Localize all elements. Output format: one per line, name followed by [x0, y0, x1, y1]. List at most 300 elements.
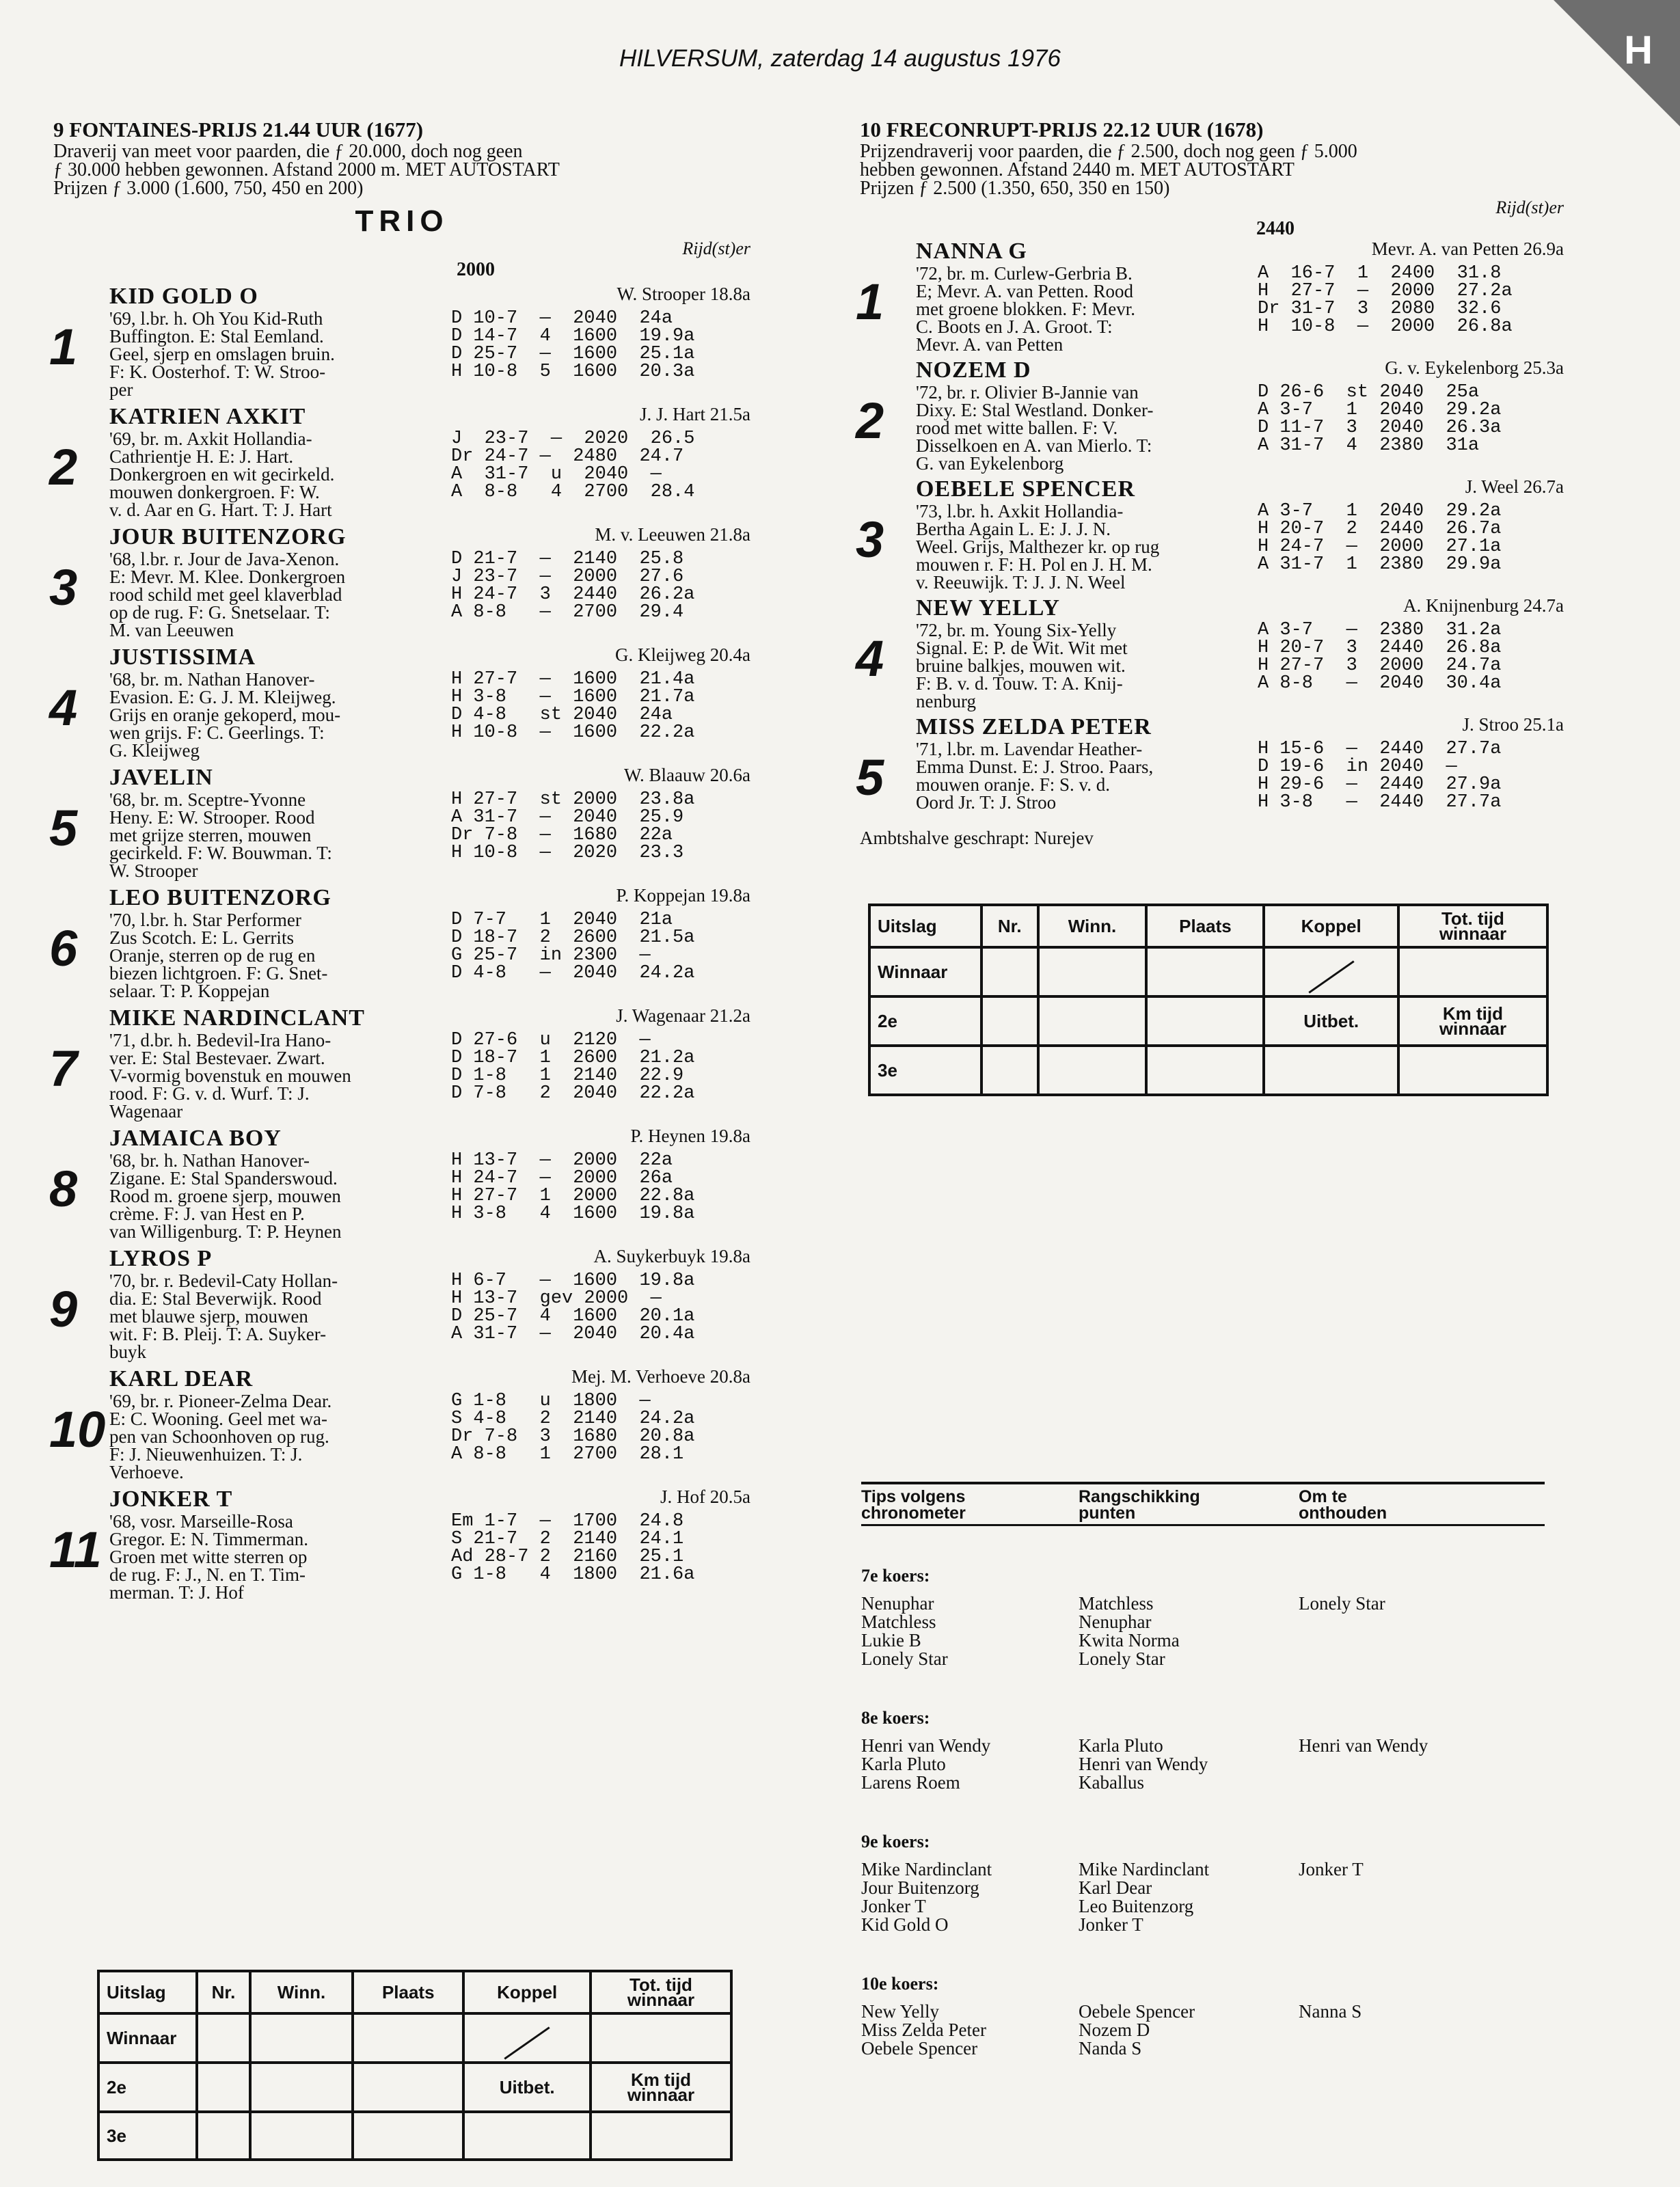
- tip-row: [861, 2021, 1545, 2039]
- tip-onthouden: Lonely Star: [1299, 1593, 1385, 1614]
- form-line: D 27-6 u 2120 —: [451, 1030, 651, 1050]
- horse-name: JAMAICA BOY: [109, 1126, 282, 1151]
- tip-row: [861, 1650, 1545, 1668]
- form-line: J 23-7 — 2020 26.5: [451, 429, 695, 449]
- tip-punten: Jonker T: [1079, 1914, 1143, 1935]
- race-entry: [856, 239, 1564, 355]
- rider-header: Rijd(st)er: [682, 239, 750, 258]
- tip-chronometer: Miss Zelda Peter: [861, 2020, 986, 2040]
- desc-line: '70, l.br. h. Star Performer: [109, 910, 301, 930]
- desc-line: Bertha Again L. E: J. J. N.: [916, 519, 1111, 539]
- tip-chronometer: Henri van Wendy: [861, 1735, 991, 1756]
- form-line: H 13-7 gev 2000 —: [451, 1288, 662, 1309]
- tip-punten: Oebele Spencer: [1079, 2001, 1195, 2022]
- cell-nr[interactable]: [981, 947, 1038, 996]
- race-entry: [856, 714, 1564, 813]
- tip-row: [861, 1613, 1545, 1631]
- cell-winn[interactable]: [250, 2112, 353, 2160]
- recent-form: [451, 310, 694, 398]
- cell-plaats[interactable]: [1146, 1046, 1264, 1095]
- driver-name: J. Hof 20.5a: [660, 1486, 750, 1507]
- desc-line: Oord Jr. T: J. Stroo: [916, 792, 1057, 813]
- section-letter: H: [1624, 28, 1653, 72]
- recent-form: [451, 550, 694, 639]
- desc-line: per: [109, 379, 133, 400]
- entry-body: [109, 1512, 750, 1601]
- entry-list: [856, 239, 1564, 813]
- entry-number: 10: [49, 1401, 106, 1458]
- desc-line: Zigane. E: Stal Spanderswoud.: [109, 1168, 338, 1188]
- entry-body: [109, 791, 750, 880]
- desc-line: '69, l.br. h. Oh You Kid-Ruth: [109, 308, 323, 329]
- tip-chronometer: Karla Pluto: [861, 1754, 946, 1774]
- entry-number: 1: [49, 318, 78, 375]
- form-line: A 8-8 4 2700 28.4: [451, 482, 695, 502]
- horse-name: KATRIEN AXKIT: [109, 404, 306, 429]
- desc-line: F: J. Nieuwenhuizen. T: J.: [109, 1444, 303, 1465]
- form-line: D 7-7 1 2040 21a: [451, 910, 673, 930]
- tot-label: winnaar: [1439, 923, 1507, 944]
- km-label: Km tijd: [1442, 1003, 1503, 1024]
- tot-label: Tot. tijd: [1441, 908, 1504, 929]
- desc-line: mouwen donkergroen. F: W.: [109, 482, 320, 502]
- row-winnaar: Winnaar: [98, 2013, 197, 2063]
- desc-line: mouwen oranje. F: S. v. d.: [916, 774, 1110, 795]
- recent-form: [451, 430, 694, 519]
- trio-label: TRIO: [355, 204, 449, 238]
- race-label: 9e koers:: [861, 1832, 930, 1851]
- tip-chronometer: Mike Nardinclant: [861, 1859, 992, 1879]
- race-entry: [49, 1366, 750, 1482]
- tips-col-punten: [1079, 1489, 1299, 1521]
- recent-form: [1258, 740, 1501, 811]
- horse-name: MISS ZELDA PETER: [916, 714, 1152, 739]
- entry-body: [109, 550, 750, 639]
- desc-line: v. Reeuwijk. T: J. J. N. Weel: [916, 572, 1126, 593]
- horse-description: [109, 1392, 451, 1481]
- tip-punten: Nanda S: [1079, 2038, 1142, 2059]
- form-line: D 25-7 — 1600 25.1a: [451, 344, 695, 364]
- race-entry: [49, 404, 750, 520]
- entry-number: 5: [49, 800, 78, 856]
- form-line: H 29-6 — 2440 27.9a: [1258, 774, 1502, 795]
- col-plaats: Plaats: [353, 1971, 463, 2013]
- tip-onthouden: [1299, 1650, 1545, 1668]
- race-entry: [856, 357, 1564, 474]
- race-entry: [856, 476, 1564, 593]
- race-desc-line: Prijzen ƒ 2.500 (1.350, 650, 350 en 150): [860, 178, 1170, 199]
- tip-onthouden: [1299, 1879, 1545, 1897]
- entry-body: [916, 502, 1564, 591]
- desc-line: M. van Leeuwen: [109, 620, 234, 640]
- entry-head: [109, 524, 750, 550]
- recent-form: [451, 911, 694, 1000]
- form-line: A 16-7 1 2400 31.8: [1258, 263, 1502, 284]
- page-header: HILVERSUM, zaterdag 14 augustus 1976: [619, 45, 1061, 72]
- form-line: H 20-7 2 2440 26.7a: [1258, 519, 1502, 539]
- entry-number: 2: [856, 392, 884, 449]
- tip-block: [861, 1566, 1545, 1668]
- desc-line: Cathrientje H. E: J. Hart.: [109, 446, 294, 467]
- form-line: D 10-7 — 2040 24a: [451, 308, 673, 329]
- form-line: G 25-7 in 2300 —: [451, 945, 651, 966]
- form-line: Em 1-7 — 1700 24.8: [451, 1511, 684, 1532]
- horse-description: [109, 1512, 451, 1601]
- horse-description: [109, 1152, 451, 1240]
- horse-name: JAVELIN: [109, 765, 213, 790]
- desc-line: biezen lichtgroen. F: G. Snet-: [109, 963, 328, 983]
- entry-number: 5: [856, 749, 884, 806]
- entry-number: 3: [856, 511, 884, 568]
- tip-block: [861, 1708, 1545, 1792]
- col-koppel: Koppel: [1264, 905, 1398, 947]
- row-2e: 2e: [869, 996, 981, 1046]
- entry-head: [109, 1366, 750, 1392]
- form-line: H 15-6 — 2440 27.7a: [1258, 739, 1502, 759]
- desc-line: '69, br. r. Pioneer-Zelma Dear.: [109, 1391, 332, 1411]
- entry-head: [109, 284, 750, 310]
- entry-number: 6: [49, 920, 78, 977]
- horse-name: JOUR BUITENZORG: [109, 524, 347, 549]
- tips-head-line: Om te: [1299, 1487, 1347, 1506]
- entry-number: 2: [49, 439, 78, 495]
- horse-description: [916, 264, 1258, 353]
- tip-row: [861, 1897, 1545, 1916]
- km-tijd-label: [1398, 996, 1547, 1046]
- form-line: D 18-7 2 2600 21.5a: [451, 927, 695, 948]
- desc-line: Zus Scotch. E: L. Gerrits: [109, 927, 294, 948]
- race-label: 8e koers:: [861, 1708, 930, 1728]
- race-label: 7e koers:: [861, 1566, 930, 1586]
- divider: [861, 1524, 1545, 1526]
- form-line: H 27-7 1 2000 22.8a: [451, 1186, 695, 1206]
- race-entry: [49, 284, 750, 400]
- col-tot-tijd: [591, 1971, 731, 2013]
- desc-line: V-vormig bovenstuk en mouwen: [109, 1065, 351, 1086]
- desc-line: Disselkoen en A. van Mierlo. T:: [916, 435, 1152, 456]
- form-line: A 31-7 4 2380 31a: [1258, 435, 1480, 456]
- desc-line: '68, vosr. Marseille-Rosa: [109, 1511, 293, 1532]
- driver-name: J. Stroo 25.1a: [1462, 714, 1564, 735]
- cell-nr[interactable]: [197, 2063, 250, 2112]
- desc-line: met groene blokken. F: Mevr.: [916, 299, 1135, 319]
- km-label: winnaar: [627, 2084, 695, 2105]
- desc-line: E; Mevr. A. van Petten. Rood: [916, 281, 1133, 301]
- form-line: Ad 28-7 2 2160 25.1: [451, 1547, 684, 1567]
- desc-line: '68, br. h. Nathan Hanover-: [109, 1150, 310, 1171]
- driver-name: Mej. M. Verhoeve 20.8a: [571, 1366, 750, 1387]
- desc-line: Oranje, sterren op de rug en: [109, 945, 316, 966]
- horse-description: [109, 430, 451, 519]
- tip-chronometer: Matchless: [861, 1612, 936, 1632]
- tip-row: [861, 2002, 1545, 2021]
- tip-chronometer: Kid Gold O: [861, 1914, 949, 1935]
- form-line: H 3-8 4 1600 19.8a: [451, 1204, 695, 1224]
- entry-body: [916, 264, 1564, 353]
- entry-body: [916, 740, 1564, 811]
- desc-line: Grijs en oranje gekoperd, mou-: [109, 705, 341, 725]
- desc-line: '71, d.br. h. Bedevil-Ira Hano-: [109, 1030, 331, 1050]
- tip-onthouden: [1299, 1916, 1545, 1934]
- form-line: H 27-7 st 2000 23.8a: [451, 789, 695, 810]
- driver-name: G. Kleijweg 20.4a: [615, 644, 750, 665]
- recent-form: [451, 1512, 694, 1601]
- form-line: D 18-7 1 2600 21.2a: [451, 1048, 695, 1068]
- driver-name: Mevr. A. van Petten 26.9a: [1371, 239, 1564, 259]
- tip-onthouden: [1299, 1631, 1545, 1650]
- result-table-race-9: [97, 1970, 733, 2161]
- entry-body: [916, 383, 1564, 472]
- tip-row: [861, 1774, 1545, 1792]
- form-line: S 4-8 2 2140 24.2a: [451, 1409, 695, 1429]
- cell-plaats[interactable]: [353, 2112, 463, 2160]
- entry-number: 4: [49, 679, 78, 736]
- desc-line: crème. F: J. van Hest en P.: [109, 1204, 305, 1224]
- tip-chronometer: Jonker T: [861, 1896, 926, 1916]
- entry-body: [109, 1392, 750, 1481]
- row-2e: 2e: [98, 2063, 197, 2112]
- tip-onthouden: [1299, 2039, 1545, 2058]
- tip-punten: Karl Dear: [1079, 1877, 1152, 1898]
- cell-winn[interactable]: [1038, 996, 1147, 1046]
- cell-plaats[interactable]: [1146, 996, 1264, 1046]
- desc-line: '73, l.br. h. Axkit Hollandia-: [916, 501, 1124, 521]
- divider: [861, 1482, 1545, 1484]
- entry-head: [109, 404, 750, 430]
- entry-body: [109, 430, 750, 519]
- desc-line: wit. F: B. Pleij. T: A. Suyker-: [109, 1324, 327, 1344]
- form-line: D 19-6 in 2040 —: [1258, 757, 1457, 777]
- desc-line: Geel, sjerp en omslagen bruin.: [109, 344, 335, 364]
- driver-name: A. Knijnenburg 24.7a: [1403, 595, 1564, 616]
- tip-punten: Kaballus: [1079, 1772, 1144, 1793]
- desc-line: de rug. F: J., N. en T. Tim-: [109, 1564, 306, 1585]
- col-tot-tijd: [1398, 905, 1547, 947]
- tot-label: Tot. tijd: [629, 1974, 692, 1995]
- desc-line: buyk: [109, 1342, 146, 1362]
- desc-line: G. Kleijweg: [109, 740, 200, 761]
- km-tijd-label: [591, 2063, 731, 2112]
- tip-block: [861, 1974, 1545, 2058]
- entry-body: [916, 621, 1564, 710]
- col-koppel: Koppel: [463, 1971, 591, 2013]
- tip-onthouden: [1299, 1897, 1545, 1916]
- tips-head-line: chronometer: [861, 1504, 966, 1523]
- col-winn: Winn.: [250, 1971, 353, 2013]
- cell-plaats[interactable]: [353, 2063, 463, 2112]
- entry-number: 9: [49, 1281, 78, 1337]
- recent-form: [451, 1392, 694, 1481]
- race-desc-line: Prijzen ƒ 3.000 (1.600, 750, 450 en 200): [53, 178, 364, 199]
- desc-line: '68, l.br. r. Jour de Java-Xenon.: [109, 549, 340, 569]
- desc-line: rood. F: G. v. d. Wurf. T: J.: [109, 1083, 310, 1104]
- tip-punten: Kwita Norma: [1079, 1630, 1180, 1651]
- tip-chronometer: Larens Roem: [861, 1772, 960, 1793]
- entry-body: [109, 1272, 750, 1361]
- cell-nr[interactable]: [981, 996, 1038, 1046]
- desc-line: '68, br. m. Sceptre-Yvonne: [109, 789, 306, 810]
- horse-description: [109, 670, 451, 759]
- form-line: S 21-7 2 2140 24.1: [451, 1529, 684, 1549]
- cell-koppel[interactable]: [1264, 1046, 1398, 1095]
- race-description: [860, 142, 1564, 198]
- tip-chronometer: Jour Buitenzorg: [861, 1877, 979, 1898]
- tip-onthouden: [1299, 2021, 1545, 2039]
- form-line: Dr 7-8 — 1680 22a: [451, 825, 673, 845]
- desc-line: v. d. Aar en G. Hart. T: J. Hart: [109, 500, 332, 520]
- race-desc-line: Draverij van meet voor paarden, die ƒ 20.000, doch nog geen: [53, 141, 523, 162]
- form-line: D 21-7 — 2140 25.8: [451, 549, 684, 569]
- desc-line: dia. E: Stal Beverwijk. Rood: [109, 1288, 322, 1309]
- tip-punten: Leo Buitenzorg: [1079, 1896, 1194, 1916]
- race-desc-line: Prijzendraverij voor paarden, die ƒ 2.500, doch nog geen ƒ 5.000: [860, 141, 1357, 162]
- cell-winn[interactable]: [1038, 1046, 1147, 1095]
- cell-nr[interactable]: [197, 2013, 250, 2063]
- entry-list: [49, 284, 750, 1603]
- form-line: H 10-8 5 1600 20.3a: [451, 362, 695, 382]
- tip-punten: Nenuphar: [1079, 1612, 1152, 1632]
- horse-description: [109, 1272, 451, 1361]
- horse-description: [916, 621, 1258, 710]
- form-line: H 10-8 — 2000 26.8a: [1258, 316, 1513, 337]
- desc-line: van Willigenburg. T: P. Heynen: [109, 1221, 342, 1242]
- entry-head: [109, 885, 750, 911]
- tip-row: [861, 1879, 1545, 1897]
- tip-row: [861, 1916, 1545, 1934]
- cell-km-tijd[interactable]: [1398, 1046, 1547, 1095]
- form-line: D 14-7 4 1600 19.9a: [451, 326, 695, 347]
- tips-col-onthouden: [1299, 1489, 1545, 1521]
- entry-head: [109, 1126, 750, 1152]
- tip-punten: Lonely Star: [1079, 1648, 1165, 1669]
- tip-row: [861, 1631, 1545, 1650]
- entry-body: [109, 1031, 750, 1120]
- desc-line: Buffington. E: Stal Eemland.: [109, 326, 324, 347]
- desc-line: Dixy. E: Stal Westland. Donker-: [916, 400, 1154, 420]
- cell-tot-tijd[interactable]: [1398, 947, 1547, 996]
- col-winn: Winn.: [1038, 905, 1147, 947]
- row-3e: 3e: [869, 1046, 981, 1095]
- form-line: H 27-7 3 2000 24.7a: [1258, 655, 1502, 676]
- driver-name: G. v. Eykelenborg 25.3a: [1385, 357, 1564, 378]
- cell-km-tijd[interactable]: [591, 2112, 731, 2160]
- entry-head: [916, 714, 1564, 740]
- desc-line: met grijze sterren, mouwen: [109, 825, 312, 845]
- form-line: H 27-7 — 2000 27.2a: [1258, 281, 1513, 301]
- form-line: A 3-7 1 2040 29.2a: [1258, 501, 1502, 521]
- entry-number: 1: [856, 273, 884, 330]
- race-description: [53, 142, 750, 198]
- cell-plaats[interactable]: [353, 2013, 463, 2063]
- tip-chronometer: Oebele Spencer: [861, 2038, 978, 2059]
- desc-line: Weel. Grijs, Malthezer kr. op rug: [916, 536, 1160, 557]
- horse-name: NEW YELLY: [916, 595, 1060, 621]
- tips-section: [861, 1482, 1545, 2058]
- recent-form: [1258, 502, 1501, 591]
- desc-line: met blauwe sjerp, mouwen: [109, 1306, 308, 1327]
- form-line: H 6-7 — 1600 19.8a: [451, 1271, 695, 1291]
- driver-name: A. Suykerbuyk 19.8a: [593, 1246, 750, 1266]
- desc-line: Verhoeve.: [109, 1462, 184, 1482]
- cell-winn[interactable]: [1038, 947, 1147, 996]
- koppel-slash-cell: [1264, 947, 1398, 996]
- cell-tot-tijd[interactable]: [591, 2013, 731, 2063]
- desc-line: E: C. Wooning. Geel met wa-: [109, 1409, 328, 1429]
- form-line: D 26-6 st 2040 25a: [1258, 382, 1480, 403]
- horse-description: [109, 550, 451, 639]
- entry-body: [109, 911, 750, 1000]
- race-title: 10 FRECONRUPT-PRIJS 22.12 UUR (1678): [860, 118, 1264, 141]
- form-line: H 13-7 — 2000 22a: [451, 1150, 673, 1171]
- entry-head: [109, 765, 750, 791]
- form-line: H 10-8 — 2020 23.3: [451, 843, 684, 863]
- tips-col-chronometer: [861, 1489, 1079, 1521]
- desc-line: rood schild met geel klaverblad: [109, 584, 342, 605]
- cell-nr[interactable]: [981, 1046, 1038, 1095]
- form-line: A 31-7 — 2040 20.4a: [451, 1324, 695, 1344]
- form-line: H 27-7 — 1600 21.4a: [451, 669, 695, 690]
- form-line: D 4-8 — 2040 24.2a: [451, 963, 695, 983]
- driver-name: W. Strooper 18.8a: [617, 284, 750, 304]
- distance-header: 2440: [1256, 218, 1295, 239]
- tip-onthouden: [1299, 1774, 1545, 1792]
- form-line: D 1-8 1 2140 22.9: [451, 1065, 684, 1086]
- cell-nr[interactable]: [197, 2112, 250, 2160]
- form-line: H 10-8 — 1600 22.2a: [451, 722, 695, 743]
- horse-description: [916, 740, 1258, 811]
- form-line: H 24-7 — 2000 26a: [451, 1168, 673, 1188]
- tip-row: [861, 1860, 1545, 1879]
- horse-name: LYROS P: [109, 1246, 213, 1271]
- form-line: Dr 24-7 — 2480 24.7: [451, 446, 684, 467]
- cell-plaats[interactable]: [1146, 947, 1264, 996]
- cell-koppel[interactable]: [463, 2112, 591, 2160]
- tip-onthouden: [1299, 1755, 1545, 1774]
- form-line: H 24-7 — 2000 27.1a: [1258, 536, 1502, 557]
- form-line: D 4-8 st 2040 24a: [451, 705, 673, 725]
- col-nr: Nr.: [981, 905, 1038, 947]
- form-line: A 8-8 — 2700 29.4: [451, 602, 684, 623]
- race-entry: [49, 765, 750, 881]
- entry-body: [109, 310, 750, 398]
- form-line: D 25-7 4 1600 20.1a: [451, 1306, 695, 1327]
- form-line: A 8-8 1 2700 28.1: [451, 1444, 684, 1465]
- desc-line: '72, br. m. Curlew-Gerbria B.: [916, 263, 1133, 284]
- slash-mark: [504, 2026, 550, 2059]
- km-label: Km tijd: [630, 2069, 692, 2090]
- race-entry: [49, 1126, 750, 1242]
- desc-line: Donkergroen en wit gecirkeld.: [109, 464, 335, 485]
- form-line: H 24-7 3 2440 26.2a: [451, 584, 695, 605]
- recent-form: [451, 791, 694, 880]
- tip-punten: Karla Pluto: [1079, 1735, 1163, 1756]
- race-entry: [49, 1005, 750, 1122]
- horse-name: LEO BUITENZORG: [109, 885, 331, 910]
- driver-name: P. Koppejan 19.8a: [616, 885, 750, 906]
- tip-chronometer: Lukie B: [861, 1630, 921, 1651]
- tip-chronometer: New Yelly: [861, 2001, 940, 2022]
- tip-row: [861, 1737, 1545, 1755]
- horse-description: [109, 1031, 451, 1120]
- form-line: A 3-7 1 2040 29.2a: [1258, 400, 1502, 420]
- tip-onthouden: Nanna S: [1299, 2001, 1362, 2022]
- desc-line: '71, l.br. m. Lavendar Heather-: [916, 739, 1143, 759]
- desc-line: Signal. E: P. de Wit. Wit met: [916, 638, 1128, 658]
- form-line: J 23-7 — 2000 27.6: [451, 567, 684, 587]
- cell-winn[interactable]: [250, 2013, 353, 2063]
- cell-winn[interactable]: [250, 2063, 353, 2112]
- horse-description: [916, 383, 1258, 472]
